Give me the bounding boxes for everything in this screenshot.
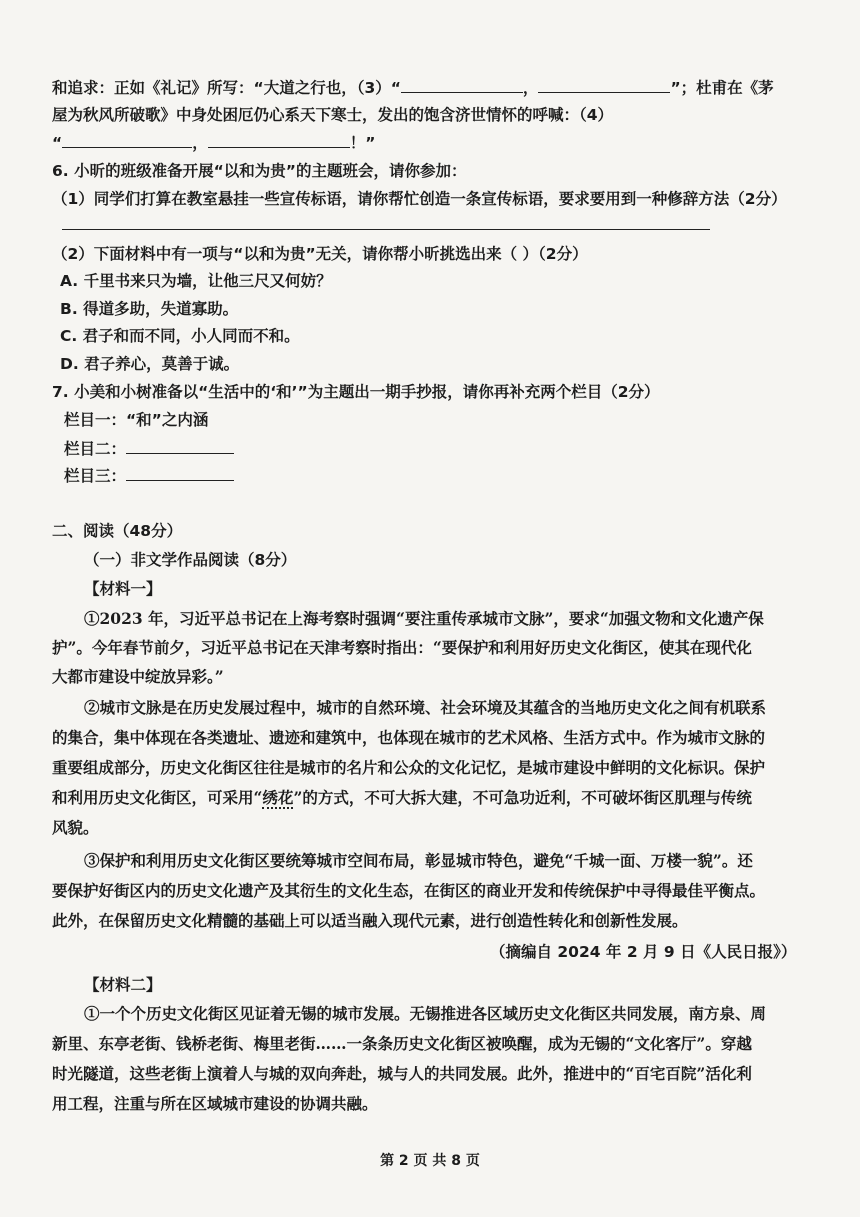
answer-blank-3a[interactable]: [401, 76, 523, 93]
m1-p1-line1: ①2023 年，习近平总书记在上海考察时强调“要注重传承城市文脉”，要求“加强文物和文化遗产保: [84, 609, 764, 628]
m1-p2-line4: 和利用历史文化街区，可采用“绣花”的方式，不可大拆大建，不可急功近利，不可破坏街区肌理与传统: [52, 788, 752, 807]
answer-blank-4b[interactable]: [208, 131, 350, 148]
answer-blank-column-2[interactable]: [126, 437, 234, 454]
q6-option-b: B. 得道多助，失道寡助。: [60, 300, 239, 318]
material-2-label: 【材料二】: [84, 976, 162, 994]
section-2-subtitle: （一）非文学作品阅读（8分）: [84, 551, 297, 569]
m1-p2-line2: 的集合，集中体现在各类遗址、遗迹和建筑中，也体现在城市的艺术风格、生活方式中。作为城市文脉的: [52, 728, 766, 747]
q6-option-c: C. 君子和而不同，小人同而不和。: [60, 327, 300, 345]
answer-blank-3b[interactable]: [538, 76, 670, 93]
m2-p1-line2: 新里、东亭老街、钱桥老街、梅里老街……一条条历史文化街区被唤醒，成为无锡的“文化客厅”。穿越: [52, 1034, 752, 1053]
m2-p1-line1: ①一个个历史文化街区见证着无锡的城市发展。无锡推进各区域历史文化街区共同发展，南方泉、周: [84, 1004, 767, 1023]
m1-p1-line3: 大都市建设中绽放异彩。”: [52, 667, 224, 686]
m1-p2-line5: 风貌。: [52, 818, 99, 837]
m2-p1-line4: 用工程，注重与所在区域城市建设的协调共融。: [52, 1094, 378, 1113]
answer-line-slogan[interactable]: [62, 229, 710, 230]
q7-column-3: 栏目三：: [64, 464, 234, 487]
answer-blank-column-3[interactable]: [126, 464, 234, 481]
emphasis-xiuhua: 绣花: [262, 788, 294, 807]
page-number-footer: 第 2 页 共 8 页: [380, 1153, 480, 1169]
m1-p3-line2: 要保护好街区内的历史文化遗产及其衍生的文化生态，在街区的商业开发和传统保护中寻得最佳平衡点。: [52, 881, 766, 900]
q7-column-1: 栏目一：“和”之内涵: [64, 411, 209, 429]
m2-p1-line3: 时光隧道，这些老街上演着人与城的双向奔赴，城与人的共同发展。此外，推进中的“百宅百院”活化利: [52, 1064, 752, 1083]
m1-p1-line2: 护”。今年春节前夕，习近平总书记在天津考察时指出：“要保护和利用好历史文化街区，使其在现代化: [52, 638, 752, 657]
q7-title: 7. 小美和小树准备以“生活中的‘和’”为主题出一期手抄报，请你再补充两个栏目（2分）: [52, 383, 660, 401]
m1-p3-line1: ③保护和利用历史文化街区要统筹城市空间布局，彰显城市特色，避免“千城一面、万楼一貌”。还: [84, 851, 753, 870]
m1-p2-line1: ②城市文脉是在历史发展过程中，城市的自然环境、社会环境及其蕴含的当地历史文化之间有机联系: [84, 698, 767, 717]
m1-p3-line3: 此外，在保留历史文化精髓的基础上可以适当融入现代元素，进行创造性转化和创新性发展。: [52, 911, 688, 930]
q5-line3: “ ， ！”: [52, 131, 375, 154]
material-1-label: 【材料一】: [84, 580, 162, 598]
q6-option-d: D. 君子养心，莫善于诚。: [60, 355, 240, 373]
q5-line2: 屋为秋风所破歌》中身处困厄仍心系天下寒士，发出的饱含济世情怀的呼喊：（4）: [52, 106, 614, 124]
q6-title: 6. 小昕的班级准备开展“以和为贵”的主题班会，请你参加：: [52, 162, 467, 180]
q7-column-2: 栏目二：: [64, 437, 234, 460]
section-2-title: 二、阅读（48分）: [52, 522, 183, 540]
q6-option-a: A. 千里书来只为墙，让他三尺又何妨？: [60, 272, 332, 290]
q6-sub1: （1）同学们打算在教室悬挂一些宣传标语，请你帮忙创造一条宣传标语，要求要用到一种修辞方法（2分）: [52, 190, 787, 208]
q6-sub2: （2）下面材料中有一项与“以和为贵”无关，请你帮小昕挑选出来（ ）（2分）: [52, 245, 588, 263]
material-1-source: （摘编自 2024 年 2 月 9 日《人民日报》）: [490, 943, 797, 961]
answer-blank-4a[interactable]: [62, 131, 192, 148]
m1-p2-line3: 重要组成部分，历史文化街区往往是城市的名片和公众的文化记忆，是城市建设中鲜明的文化标识。保护: [52, 758, 766, 777]
q5-line1: 和追求：正如《礼记》所写：“大道之行也，（3）“ ， ”；杜甫在《茅: [52, 76, 774, 99]
